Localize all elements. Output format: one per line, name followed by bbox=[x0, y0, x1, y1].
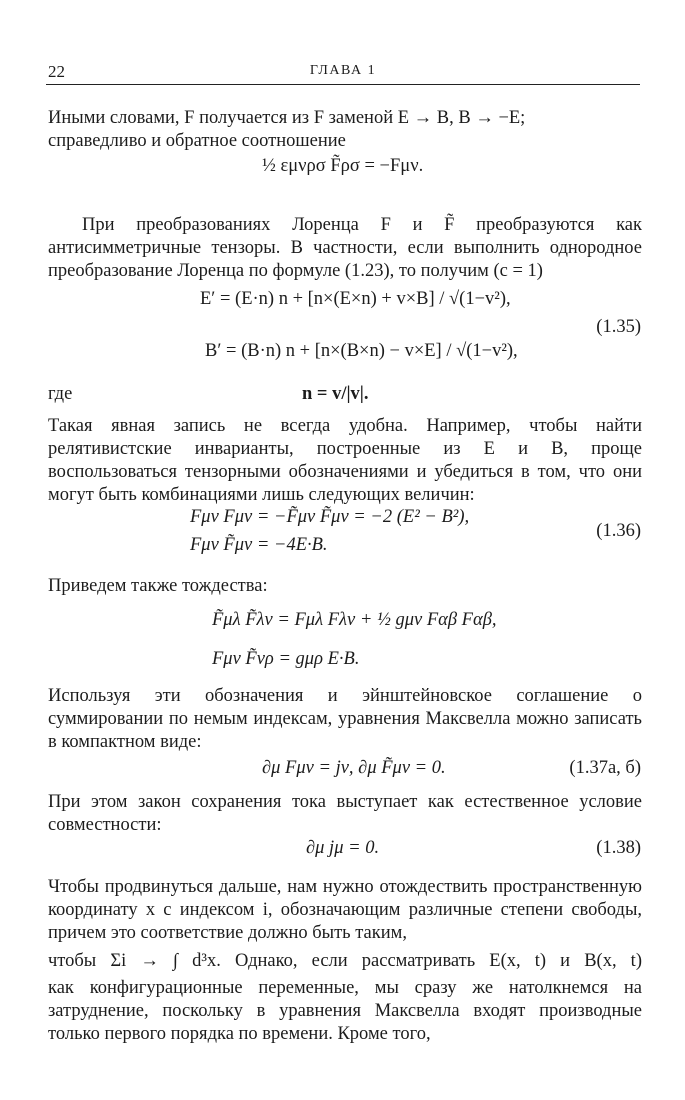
equation-1-37: ∂μ Fμν = jν, ∂μ F̃μν = 0. bbox=[262, 758, 446, 778]
paragraph-current-conservation: При этом закон сохранения тока выступает как естественное условие совместности: bbox=[48, 792, 642, 835]
running-head: ГЛАВА 1 bbox=[309, 63, 377, 78]
paragraph-7-part-a: Чтобы продвинуться дальше, нам нужно отождествить пространственную координату x с индексом i, обозначающим различные степени свободы, причем это соответствие должно быть таким, bbox=[48, 877, 642, 943]
paragraph-1-line-1: Иными словами, F получается из F заменой E → B, B → −E; bbox=[48, 108, 526, 128]
paragraph-7-part-c: как конфигурационные переменные, мы сразу же натолкнемся на затруднение, поскольку в уравнения Максвелла входят производные только первого порядка по времени. Кроме того, bbox=[48, 978, 642, 1044]
paragraph-1-line-2: справедливо и обратное соотношение bbox=[48, 131, 346, 151]
page-number: 22 bbox=[48, 62, 65, 81]
equation-number-1-36: (1.36) bbox=[596, 521, 641, 541]
equation-dual-tensor: ½ εμνρσ F̃ρσ = −Fμν. bbox=[262, 156, 424, 176]
paragraph-maxwell-compact: Используя эти обозначения и эйнштейновское соглашение о суммировании по немым индексам, уравнения Максвелла можно записать в компактном виде: bbox=[48, 686, 642, 752]
equation-1-36-line-1: Fμν Fμν = −F̃μν F̃μν = −2 (E² − B²), bbox=[190, 507, 470, 527]
equation-1-36-line-2: Fμν F̃μν = −4E·B. bbox=[190, 535, 328, 555]
paragraph-identities-intro: Приведем также тождества: bbox=[48, 576, 268, 596]
equation-number-1-38: (1.38) bbox=[596, 838, 641, 858]
paragraph-7-part-b: чтобы Σi → ∫ d³x. Однако, если рассматривать E(x, t) и B(x, t) bbox=[48, 951, 642, 971]
identity-line-2: Fμν F̃νρ = gμρ E·B. bbox=[212, 649, 360, 669]
equation-number-1-35: (1.35) bbox=[596, 317, 641, 337]
paragraph-configuration-variables bbox=[48, 876, 642, 1046]
identity-line-1: F̃μλ F̃λν = Fμλ Fλν + ½ gμν Fαβ Fαβ, bbox=[212, 610, 497, 630]
paragraph-lorentz: При преобразованиях Лоренца F и F̃ преобразуются как антисимметричные тензоры. В частности, если выполнить однородное преобразование Лоренца по формуле (1.23), то получим (c = 1) bbox=[48, 215, 642, 281]
equation-number-1-37: (1.37а, б) bbox=[569, 758, 641, 778]
equation-1-35-B: B′ = (B·n) n + [n×(B×n) − v×E] / √(1−v²), bbox=[205, 341, 518, 361]
page-header bbox=[46, 60, 640, 85]
where-label: где bbox=[48, 384, 73, 404]
where-formula: n = v/|v|. bbox=[302, 384, 369, 404]
paragraph-1 bbox=[48, 107, 642, 153]
equation-1-38: ∂μ jμ = 0. bbox=[306, 838, 380, 858]
paragraph-invariants: Такая явная запись не всегда удобна. Например, чтобы найти релятивистские инварианты, построенные из E и B, проще воспользоваться тензорными обозначениями и убедиться в том, что они могут быть комбинациями лишь следующих величин: bbox=[48, 416, 642, 505]
equation-1-35-E: E′ = (E·n) n + [n×(E×n) + v×B] / √(1−v²), bbox=[200, 289, 511, 309]
